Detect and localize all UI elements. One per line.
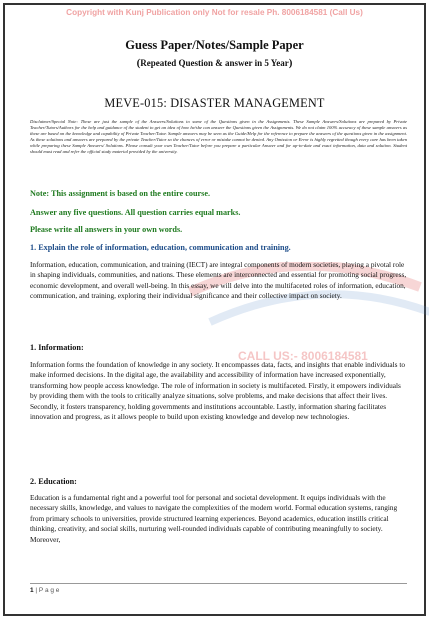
disclaimer-text: Disclaimer/Special Note: These are just the sample of the Answers/Solutions to some of the Questions given in the Assignments. These Sample Answers/Solutions are prepared by Private Teacher/Tutors/Authors for the help and guidance of the student to get an idea of how he/she can answer the Questions given the Assignments. We do not claim 100% accuracy of these sample answers as these are based on the knowledge and capability of Private Teacher/Tutor. Sample answers may be seen as the Guide/Help for the reference to prepare the answers of the questions given in the assignment. As these solutions and answers are prepared by the private Teacher/Tutor so the chances of error or mistake cannot be denied. Any Omission or Error is highly regretted though every care has been taken while preparing these Sample Answers/ Solutions. Please consult your own Teacher/Tutor before you prepare a particular Answer and for up-to-date and exact information, data and solution. Student should must read and refer the official study material provided by the university. [30, 119, 407, 154]
education-heading: 2. Education: [30, 477, 77, 486]
watermark-call-number: CALL US:- 8006184581 [238, 349, 368, 363]
education-paragraph: Education is a fundamental right and a powerful tool for personal and societal development. It equips individuals with the necessary skills, knowledge, and values to navigate the complexities of the modern world. Formal education systems, ranging from primary schools to universities, provide structured learning experiences. Beyond academics, education instills critical thinking, creativity, and social skills, nurturing well-rounded individuals capable of contributing meaningfully to society. Moreover, [30, 493, 398, 544]
open-paren: ( [136, 57, 141, 69]
information-heading: 1. Information: [30, 343, 84, 352]
course-title: MEVE-015: DISASTER MANAGEMENT [104, 96, 325, 110]
guess-paper-heading: Guess Paper/Notes/Sample Paper [125, 38, 304, 52]
assignment-note: Note: This assignment is based on the entire course. [30, 189, 211, 198]
repeated-subheading [0, 57, 429, 69]
page-footer [30, 587, 59, 594]
question-1-heading: 1. Explain the role of information, education, communication and training. [30, 243, 291, 252]
page-label: | P a g e [33, 587, 60, 594]
page-number: 1 [30, 587, 34, 594]
repeated-text: Repeated Question & answer in 5 Year [140, 58, 289, 68]
copyright-banner: Copyright with Kunj Publication only Not for resale Ph. 8006184581 (Call Us) [66, 8, 363, 17]
footer-divider [30, 583, 407, 584]
close-paren: ) [288, 57, 293, 69]
own-words-instruction: Please write all answers in your own words. [30, 225, 183, 234]
intro-paragraph: Information, education, communication, and training (IECT) are integral components of modern societies, playing a pivotal role in shaping individuals, communities, and nations. These elements are interconnected and essential for promoting social progress, economic development, and overall well-being. In this essay, we will delve into the multifaceted roles of information, education, communication, and training, exploring their individual significance and their collective impact on society. [30, 260, 407, 301]
information-paragraph: Information forms the foundation of knowledge in any society. It encompasses data, facts, and insights that enable individuals to make informed decisions. In the digital age, the availability and accessibility of information have increased exponentially, transforming how people access knowledge. The role of information in society is multifaceted. Firstly, it empowers individuals by providing them with the tools to critically analyze situations, solve problems, and make decisions that affect their lives. Secondly, it fosters transparency, holding governments and institutions accountable. Lastly, information sharing facilitates innovation and progress, as it allows people to build upon existing knowledge and develop new technologies. [30, 360, 406, 422]
answer-instruction: Answer any five questions. All question carries equal marks. [30, 208, 241, 217]
